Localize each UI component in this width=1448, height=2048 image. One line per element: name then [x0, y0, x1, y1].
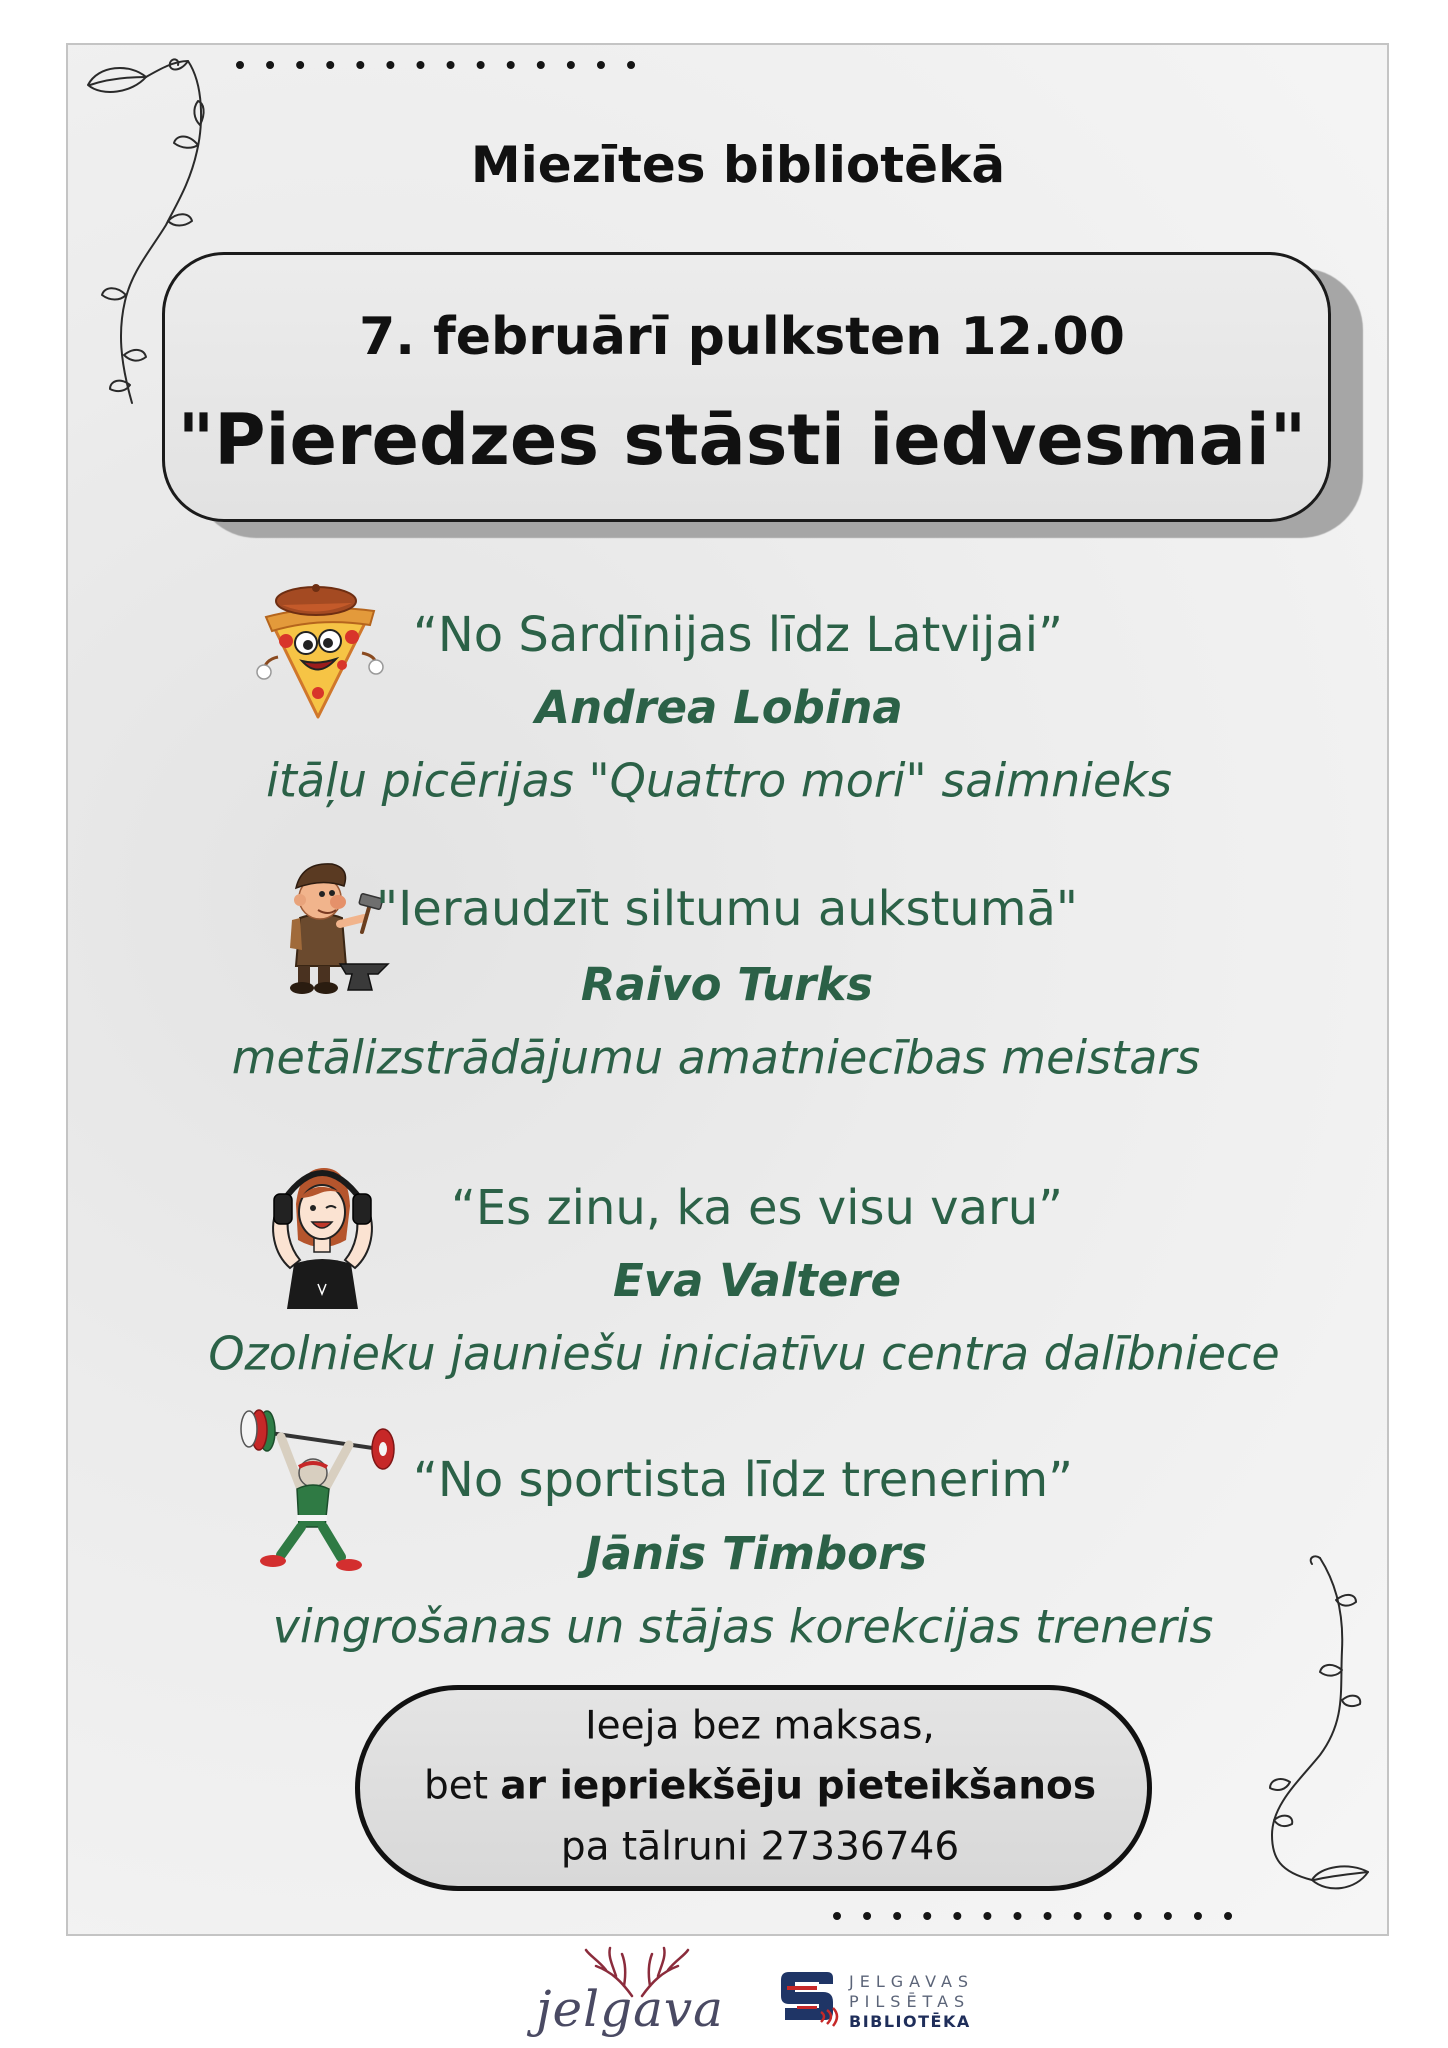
speaker-card-1	[0, 570, 1448, 820]
girl-top	[287, 1259, 358, 1309]
speaker-name: Jānis Timbors	[584, 1527, 928, 1580]
admission-registration	[424, 1764, 1096, 1811]
speaker-role: vingrošanas un stājas korekcijas treneris	[272, 1599, 1214, 1654]
library-logo-line-3: BIBLIOTĒKA	[849, 2012, 971, 2031]
admission-registration-bold: ar iepriekšēju pieteikšanos	[500, 1763, 1097, 1809]
anvil	[340, 964, 388, 990]
library-s-emblem-icon	[775, 1964, 841, 2030]
event-title: "Pieredzes stāsti iedvesmai"	[177, 399, 1307, 481]
library-logo-line-2: PILSĒTAS	[849, 1992, 971, 2011]
speaker-role: itāļu picērijas "Quattro mori" saimnieks	[266, 753, 1172, 808]
pizza-hat	[276, 584, 356, 615]
talk-title: “No Sardīnijas līdz Latvijai”	[412, 607, 1064, 664]
admission-free-entry: Ieeja bez maksas,	[585, 1703, 935, 1749]
speaker-name: Eva Valtere	[613, 1254, 901, 1307]
gnome-head	[294, 864, 346, 919]
speaker-card-4	[0, 1400, 1448, 1660]
venue-title: Miezītes bibliotēkā	[470, 136, 1006, 194]
speaker-role: metālizstrādājumu amatniecības meistars	[231, 1030, 1201, 1085]
jelgava-city-logo	[536, 1944, 756, 2044]
dots-top-decoration	[230, 55, 650, 75]
footer-logos	[520, 1944, 1000, 2044]
admission-registration-prefix: bet	[423, 1763, 501, 1809]
admission-info-pill	[355, 1685, 1152, 1891]
pizza-mascot-icon	[256, 579, 384, 721]
speaker-card-2	[0, 850, 1448, 1100]
speaker-name: Raivo Turks	[580, 958, 874, 1011]
speaker-role: Ozolnieku jauniešu iniciatīvu centra dalībniece	[208, 1326, 1280, 1381]
library-logo-text	[849, 1972, 974, 2032]
event-date-time: 7. februārī pulksten 12.00	[359, 306, 1125, 367]
admission-phone: pa tālruni 27336746	[560, 1824, 960, 1870]
dots-bottom-decoration	[827, 1906, 1247, 1926]
girl-with-headphones-icon	[260, 1144, 385, 1309]
lifter-figure	[260, 1437, 362, 1571]
library-logo-line-1: JELGAVAS	[849, 1972, 975, 1991]
library-logo	[775, 1958, 995, 2038]
talk-title: “Es zinu, ka es visu varu”	[450, 1180, 1064, 1237]
speaker-name: Andrea Lobina	[535, 681, 903, 734]
talk-title: "Ieraudzīt siltumu aukstumā"	[376, 881, 1078, 938]
talk-title: “No sportista līdz trenerim”	[413, 1452, 1073, 1509]
jelgava-logo-text: jelgava	[536, 1980, 724, 2038]
weightlifter-icon	[237, 1407, 402, 1576]
speaker-card-3	[0, 1135, 1448, 1395]
